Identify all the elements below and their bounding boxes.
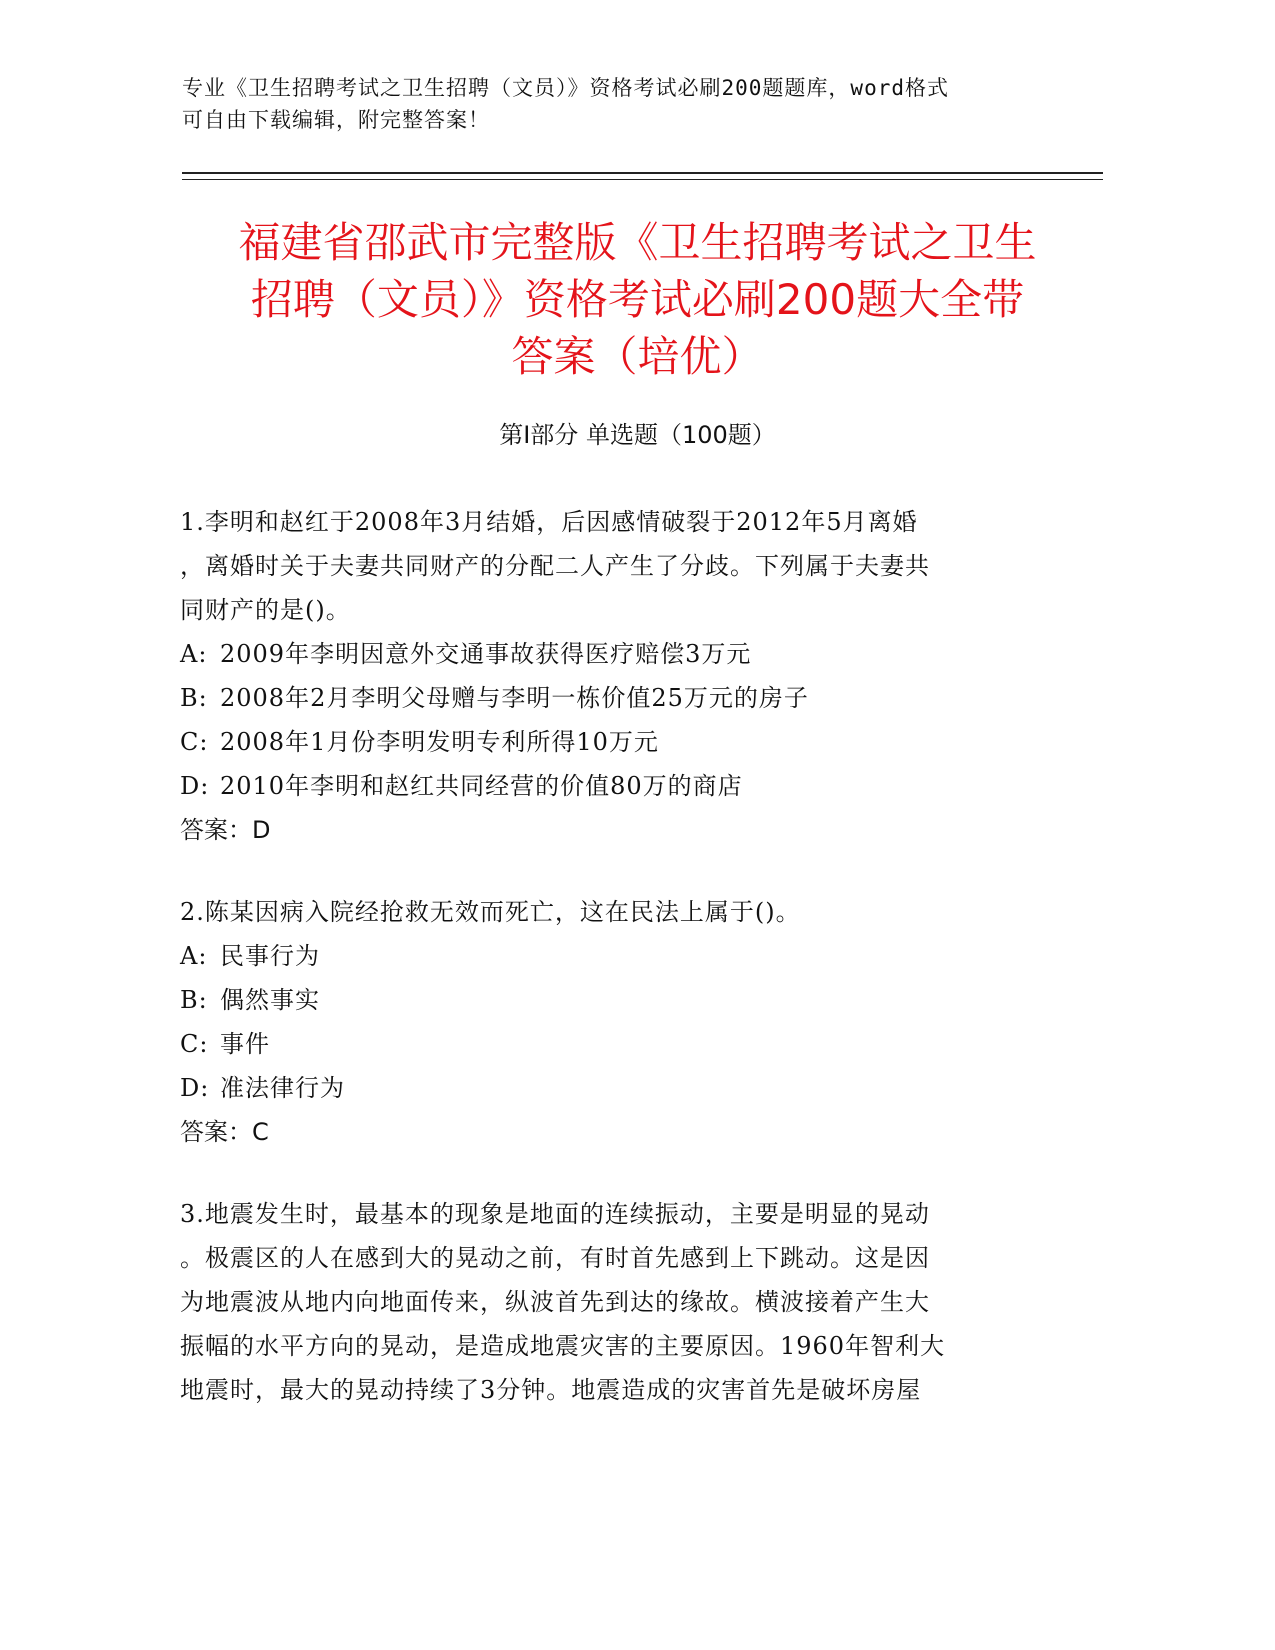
question-block	[180, 500, 1030, 852]
option-d	[180, 764, 1030, 808]
option-b	[180, 978, 1030, 1022]
option-label: A:	[180, 640, 208, 668]
question-line: 同财产的是()。	[180, 596, 351, 624]
option-label: C:	[180, 728, 209, 756]
question-line: 1.李明和赵红于2008年3月结婚，后因感情破裂于2012年5月离婚	[180, 508, 918, 536]
option-text: 民事行为	[220, 942, 320, 970]
header-rule-thick	[182, 172, 1103, 174]
header-line-1: 专业《卫生招聘考试之卫生招聘（文员）》资格考试必刷200题题库，word格式	[182, 76, 949, 100]
option-text: 2008年1月份李明发明专利所得10万元	[220, 728, 659, 756]
question-line: 地震时，最大的晃动持续了3分钟。地震造成的灾害首先是破坏房屋	[180, 1376, 922, 1404]
option-c	[180, 1022, 1030, 1066]
option-label: B:	[180, 986, 208, 1014]
question-line: 。极震区的人在感到大的晃动之前，有时首先感到上下跳动。这是因	[180, 1244, 930, 1272]
option-label: D:	[180, 1074, 210, 1102]
header-line-2: 可自由下载编辑，附完整答案！	[182, 108, 490, 132]
question-block	[180, 890, 1030, 1154]
question-line: ，离婚时关于夫妻共同财产的分配二人产生了分歧。下列属于夫妻共	[180, 552, 930, 580]
answer: 答案：D	[180, 816, 271, 844]
option-a	[180, 632, 1030, 676]
option-label: B:	[180, 684, 208, 712]
question-line: 为地震波从地内向地面传来，纵波首先到达的缘故。横波接着产生大	[180, 1288, 930, 1316]
option-text: 偶然事实	[220, 986, 320, 1014]
option-text: 2010年李明和赵红共同经营的价值80万的商店	[220, 772, 743, 800]
title-line-1: 福建省邵武市完整版《卫生招聘考试之卫生	[238, 218, 1037, 267]
option-b	[180, 676, 1030, 720]
question-line: 3.地震发生时，最基本的现象是地面的连续振动，主要是明显的晃动	[180, 1200, 930, 1228]
header-rule-thin	[182, 179, 1103, 180]
option-label: D:	[180, 772, 210, 800]
option-c	[180, 720, 1030, 764]
option-text: 2008年2月李明父母赠与李明一栋价值25万元的房子	[220, 684, 809, 712]
option-label: A:	[180, 942, 208, 970]
option-text: 事件	[220, 1030, 270, 1058]
section-title: 第Ⅰ部分 单选题（100题）	[499, 421, 776, 449]
answer: 答案：C	[180, 1118, 269, 1146]
header-note	[182, 72, 1062, 136]
option-label: C:	[180, 1030, 209, 1058]
question-line: 2.陈某因病入院经抢救无效而死亡，这在民法上属于()。	[180, 898, 801, 926]
question-block	[180, 1192, 1030, 1412]
title-line-2: 招聘（文员）》资格考试必刷200题大全带	[250, 275, 1025, 324]
title-line-3: 答案（培优）	[511, 332, 764, 381]
document-title	[150, 214, 1125, 385]
option-a	[180, 934, 1030, 978]
questions-list	[180, 500, 1030, 1450]
question-line: 振幅的水平方向的晃动，是造成地震灾害的主要原因。1960年智利大	[180, 1332, 946, 1360]
option-d	[180, 1066, 1030, 1110]
option-text: 2009年李明因意外交通事故获得医疗赔偿3万元	[220, 640, 752, 668]
option-text: 准法律行为	[220, 1074, 345, 1102]
